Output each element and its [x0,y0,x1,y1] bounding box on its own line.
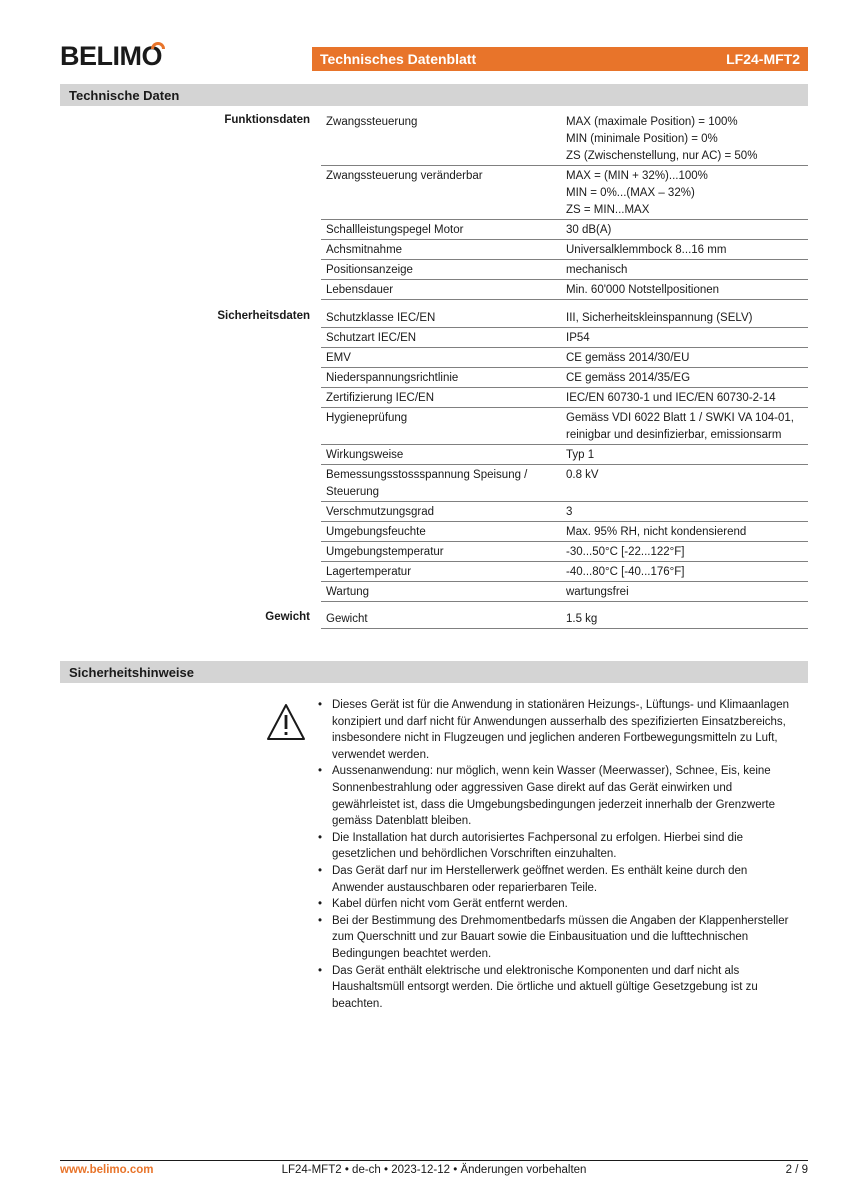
spec-name: Schutzart IEC/EN [326,332,417,344]
group-label-funktion: Funktionsdaten [224,114,310,126]
spec-name: Hygieneprüfung [326,412,408,424]
logo-text: BELIMO [60,41,162,71]
spec-value: CE gemäss 2014/30/EU [566,352,690,364]
spec-name: Niederspannungsrichtlinie [326,372,459,384]
belimo-logo [60,40,170,72]
warning-triangle-icon [265,702,307,742]
safety-note-item: • Kabel dürfen nicht vom Gerät entfernt werden. [316,896,808,913]
spec-row [321,260,808,280]
spec-name: Zwangssteuerung veränderbar [326,170,483,182]
spec-value: III, Sicherheitskleinspannung (SELV) [566,312,753,324]
spec-name: Zertifizierung IEC/EN [326,392,435,404]
spec-row [321,408,808,445]
spec-value: Min. 60'000 Notstellpositionen [566,284,720,296]
spec-row [321,445,808,465]
spec-name: Lagertemperatur [326,566,412,578]
header-bar [312,47,808,71]
safety-notes-list [316,697,808,1012]
spec-value: CE gemäss 2014/35/EG [566,372,691,384]
spec-value: -30...50°C [-22...122°F] [566,546,685,558]
spec-row [321,562,808,582]
model-name: LF24-MFT2 [726,51,800,67]
spec-name: Positionsanzeige [326,264,413,276]
safety-note-item: • Dieses Gerät ist für die Anwendung in stationären Heizungs-, Lüftungs- und Klimaanlagen konzipiert und darf nicht für Anwendungen ausserhalb des spezifizierten Einsatzbereichs, insbesondere nicht in Flugzeugen und jeglichen anderen Fortbewegungsmitteln zu Luft, verwendet werden. [316,697,808,763]
spec-name: Wirkungsweise [326,449,404,461]
document-title: Technisches Datenblatt [320,51,477,67]
logo-arc [151,42,165,49]
footer-info: LF24-MFT2 • de-ch • 2023-12-12 • Änderungen vorbehalten [281,1164,587,1176]
spec-row [321,465,808,502]
spec-value: Max. 95% RH, nicht kondensierend [566,526,747,538]
spec-row [321,502,808,522]
spec-value: IEC/EN 60730-1 und IEC/EN 60730-2-14 [566,392,776,404]
spec-row [321,542,808,562]
spec-value: mechanisch [566,264,628,276]
spec-row [321,308,808,328]
safety-note-item: • Aussenanwendung: nur möglich, wenn kein Wasser (Meerwasser), Schnee, Eis, keine Sonnenbestrahlung oder aggressiven Gase direkt auf das Gerät einwirken und gewährleistet ist, dass die Umgebungsbedingungen jederzeit innerhalb der Grenzwerte gemäss Datenblatt bleiben. [316,763,808,829]
spec-name: Schutzklasse IEC/EN [326,312,436,324]
safety-note-item: • Bei der Bestimmung des Drehmomentbedarfs müssen die Angaben der Klappenhersteller zum Querschnitt und zur Bauart sowie die Einbausituation und die lufttechnischen Bedingungen beachtet werden. [316,913,808,963]
spec-row [321,240,808,260]
section-title: Sicherheitshinweise [69,664,194,680]
footer-url-link[interactable]: www.belimo.com [60,1164,154,1176]
spec-row [321,112,808,166]
safety-note-item: • Das Gerät darf nur im Herstellerwerk geöffnet werden. Es enthält keine durch den Anwender austauschbaren oder reparierbaren Teile. [316,863,808,896]
spec-row [321,388,808,408]
spec-name: Umgebungsfeuchte [326,526,426,538]
section-title: Technische Daten [69,87,180,103]
spec-name: Umgebungstemperatur [326,546,444,558]
spec-value: Gemäss VDI 6022 Blatt 1 / SWKI VA 104-01, reinigbar und desinfizierbar, emissionsarm [566,412,794,441]
spec-name: Achsmitnahme [326,244,403,256]
spec-row [321,522,808,542]
spec-row [321,609,808,629]
spec-name: Gewicht [326,613,368,625]
spec-row [321,328,808,348]
spec-name: Bemessungsstossspannung Speisung / Steuerung [326,469,528,498]
spec-row [321,348,808,368]
spec-value: -40...80°C [-40...176°F] [566,566,685,578]
spec-value: 3 [566,506,573,518]
spec-value: 1.5 kg [566,613,598,625]
spec-value: Typ 1 [566,449,595,461]
spec-row [321,220,808,240]
spec-name: Zwangssteuerung [326,116,418,128]
spec-value: Universalklemmbock 8...16 mm [566,244,727,256]
spec-row [321,166,808,220]
spec-row [321,582,808,602]
spec-row [321,368,808,388]
spec-row [321,280,808,300]
spec-name: Wartung [326,586,370,598]
spec-name: Verschmutzungsgrad [326,506,435,518]
spec-value: 30 dB(A) [566,224,612,236]
group-label-sicherheit: Sicherheitsdaten [217,310,310,322]
spec-name: Schallleistungspegel Motor [326,224,464,236]
safety-note-item: • Das Gerät enthält elektrische und elektronische Komponenten und darf nicht als Haushaltsmüll entsorgt werden. Die örtliche und aktuell gültige Gesetzgebung ist zu beachten. [316,963,808,1013]
spec-value: IP54 [566,332,590,344]
footer-divider [60,1160,808,1161]
safety-note-item: • Die Installation hat durch autorisiertes Fachpersonal zu erfolgen. Hierbei sind die gesetzlichen und behördlichen Vorschriften einzuhalten. [316,830,808,863]
spec-value: wartungsfrei [566,586,629,598]
spec-value: 0.8 kV [566,469,599,481]
group-label-gewicht: Gewicht [265,611,310,623]
section-sicherheitshinweise [60,661,808,683]
section-technische-daten [60,84,808,106]
spec-name: EMV [326,352,351,364]
spec-value: MAX (maximale Position) = 100% MIN (minimale Position) = 0% ZS (Zwischenstellung, nur AC) = 50% [566,116,758,162]
page-number: 2 / 9 [785,1164,808,1176]
spec-value: MAX = (MIN + 32%)...100% MIN = 0%...(MAX – 32%) ZS = MIN...MAX [566,170,708,216]
spec-name: Lebensdauer [326,284,394,296]
